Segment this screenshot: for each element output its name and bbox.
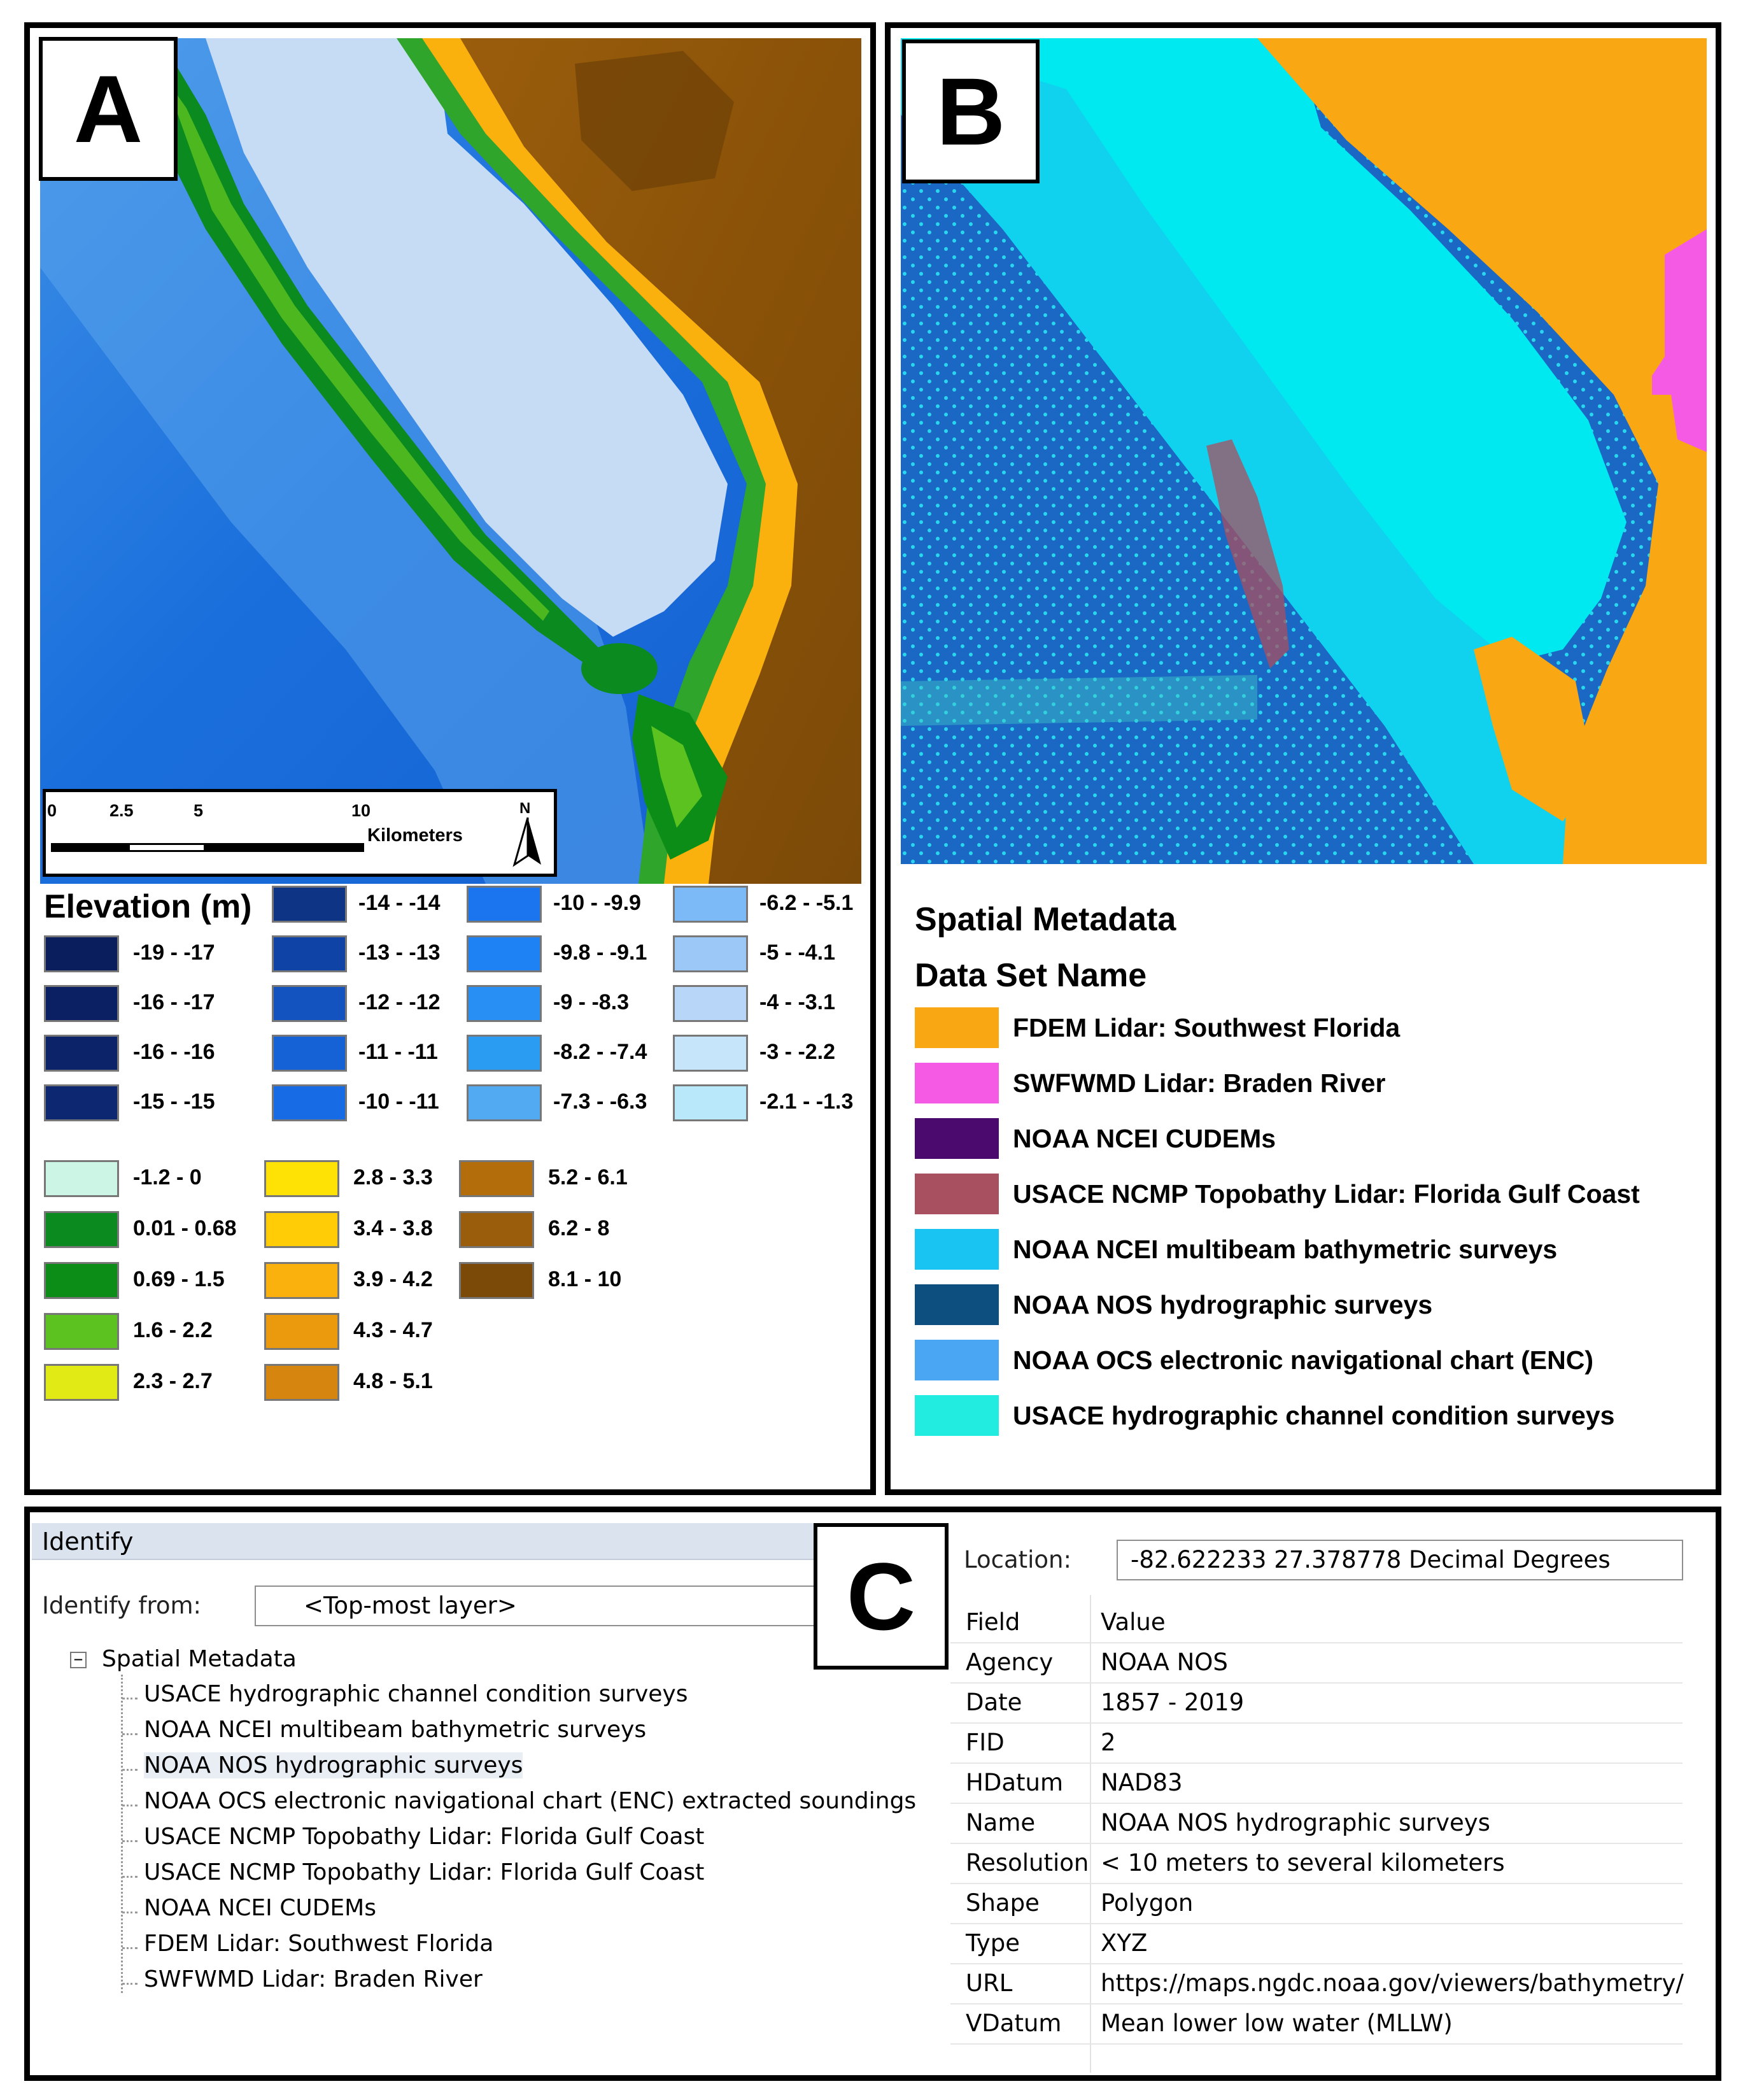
attribute-value: XYZ (1101, 1929, 1148, 1957)
elevation-class-label: 0.01 - 0.68 (133, 1216, 237, 1240)
elevation-class-label: -13 - -13 (358, 940, 441, 965)
tree-branch (122, 1769, 138, 1771)
tree-item[interactable]: USACE NCMP Topobathy Lidar: Florida Gulf Coast (144, 1824, 705, 1850)
elevation-class-label: -19 - -17 (133, 940, 215, 965)
tree-item[interactable]: NOAA NCEI multibeam bathymetric surveys (144, 1717, 647, 1743)
elevation-swatch (272, 985, 347, 1022)
attribute-field: HDatum (966, 1769, 1063, 1796)
elevation-class-label: 4.8 - 5.1 (353, 1369, 433, 1393)
tree-branch (122, 1805, 138, 1806)
attribute-field: Name (966, 1809, 1036, 1836)
dataset-label: FDEM Lidar: Southwest Florida (1013, 1013, 1401, 1042)
north-arrow-icon (511, 800, 545, 866)
identify-window-title: Identify (32, 1523, 815, 1560)
elevation-class-label: 6.2 - 8 (548, 1216, 610, 1240)
attribute-row[interactable] (950, 1764, 1683, 1804)
dataset-swatch (915, 1229, 999, 1270)
elevation-swatch (44, 1035, 119, 1072)
elevation-class-label: -15 - -15 (133, 1089, 215, 1114)
attribute-field: VDatum (966, 2010, 1062, 2037)
identify-from-label: Identify from: (42, 1592, 202, 1619)
scale-tick-10: 10 (351, 801, 371, 820)
elevation-swatch (673, 985, 748, 1022)
north-arrow-glyph (511, 816, 545, 867)
elevation-class-label: -16 - -16 (133, 1040, 215, 1064)
panel-c-tag: C (814, 1523, 949, 1670)
attribute-row[interactable] (950, 1924, 1683, 1964)
elevation-legend-title: Elevation (m) (44, 888, 252, 925)
attribute-row[interactable] (950, 1684, 1683, 1724)
elevation-swatch (673, 935, 748, 972)
elevation-class-label: 8.1 - 10 (548, 1267, 622, 1291)
elevation-swatch (459, 1262, 534, 1299)
elevation-class-label: -5 - -4.1 (759, 940, 836, 965)
elevation-class-label: 3.4 - 3.8 (353, 1216, 433, 1240)
attribute-value: NAD83 (1101, 1769, 1183, 1796)
location-field[interactable]: -82.622233 27.378778 Decimal Degrees (1117, 1540, 1683, 1580)
elevation-swatch (459, 1211, 534, 1248)
panel-a (24, 22, 876, 1495)
tree-item[interactable]: USACE NCMP Topobathy Lidar: Florida Gulf Coast (144, 1859, 705, 1885)
identify-from-select[interactable]: <Top-most layer> (255, 1586, 815, 1626)
elevation-swatch (272, 935, 347, 972)
elevation-swatch (673, 1084, 748, 1121)
tree-item[interactable]: FDEM Lidar: Southwest Florida (144, 1931, 494, 1957)
elevation-swatch (467, 985, 542, 1022)
tree-root-label[interactable]: Spatial Metadata (102, 1646, 297, 1672)
elevation-class-label: -4 - -3.1 (759, 990, 836, 1014)
tree-branch (122, 1912, 138, 1913)
tree-connector (121, 1675, 123, 1993)
elevation-class-label: -3 - -2.2 (759, 1040, 836, 1064)
tree-item[interactable]: SWFWMD Lidar: Braden River (144, 1966, 483, 1992)
panel-a-tag: A (39, 37, 178, 181)
dataset-label: USACE NCMP Topobathy Lidar: Florida Gulf Coast (1013, 1179, 1640, 1209)
elevation-swatch (467, 1035, 542, 1072)
tree-branch (122, 1983, 138, 1985)
dataset-swatch (915, 1284, 999, 1325)
tree-branch (122, 1876, 138, 1878)
elevation-swatch (673, 1035, 748, 1072)
dataset-label: NOAA NOS hydrographic surveys (1013, 1290, 1433, 1319)
elevation-swatch (44, 1262, 119, 1299)
elevation-swatch (264, 1211, 339, 1248)
attribute-row[interactable] (950, 1724, 1683, 1764)
dataset-label: NOAA NCEI CUDEMs (1013, 1124, 1276, 1153)
elevation-swatch (272, 1035, 347, 1072)
scale-units: Kilometers (367, 825, 463, 846)
tree-collapse-icon[interactable]: − (70, 1652, 87, 1668)
dataset-label: NOAA OCS electronic navigational chart (ENC) (1013, 1345, 1594, 1375)
scale-tick-0: 0 (47, 801, 57, 820)
elevation-swatch (264, 1313, 339, 1350)
elevation-class-label: 5.2 - 6.1 (548, 1165, 628, 1189)
field-column-header[interactable]: Field (966, 1608, 1020, 1636)
attribute-value: < 10 meters to several kilometers (1101, 1849, 1505, 1877)
elevation-class-label: -8.2 - -7.4 (553, 1040, 647, 1064)
dataset-swatch (915, 1007, 999, 1048)
elevation-swatch (44, 985, 119, 1022)
elevation-swatch (264, 1364, 339, 1401)
dataset-swatch (915, 1174, 999, 1214)
elevation-class-label: 2.8 - 3.3 (353, 1165, 433, 1189)
scale-segment-1 (51, 843, 130, 852)
scale-tick-5: 5 (194, 801, 204, 820)
attribute-value: NOAA NOS hydrographic surveys (1101, 1809, 1490, 1836)
attribute-value: Mean lower low water (MLLW) (1101, 2010, 1453, 2037)
tree-item[interactable]: USACE hydrographic channel condition surveys (144, 1681, 688, 1707)
attribute-field: FID (966, 1729, 1005, 1756)
attribute-row[interactable] (950, 1844, 1683, 1884)
elevation-swatch (467, 935, 542, 972)
elevation-swatch (44, 1313, 119, 1350)
elevation-swatch (44, 1160, 119, 1197)
elevation-class-label: -10 - -11 (358, 1089, 439, 1114)
attribute-row[interactable] (950, 1884, 1683, 1924)
elevation-class-label: -1.2 - 0 (133, 1165, 202, 1189)
elevation-class-label: -11 - -11 (358, 1040, 438, 1064)
elevation-class-label: -12 - -12 (358, 990, 441, 1014)
elevation-class-label: -7.3 - -6.3 (553, 1089, 647, 1114)
elevation-swatch (467, 886, 542, 923)
scale-tick-2-5: 2.5 (109, 801, 134, 820)
elevation-class-label: -6.2 - -5.1 (759, 891, 854, 915)
location-label: Location: (964, 1546, 1071, 1573)
elevation-swatch (264, 1262, 339, 1299)
attribute-row[interactable] (950, 1964, 1683, 2004)
tree-branch (122, 1840, 138, 1842)
elevation-swatch (272, 1084, 347, 1121)
elevation-swatch (272, 886, 347, 923)
tree-item[interactable]: NOAA NOS hydrographic surveys (144, 1752, 523, 1778)
panel-b-tag: B (902, 39, 1040, 183)
dataset-swatch (915, 1118, 999, 1159)
attribute-field: Agency (966, 1649, 1054, 1676)
metadata-legend-subtitle: Data Set Name (915, 957, 1147, 994)
dataset-swatch (915, 1063, 999, 1103)
elevation-swatch (44, 1364, 119, 1401)
attribute-row[interactable] (950, 1643, 1683, 1684)
attribute-field: Date (966, 1689, 1022, 1716)
attribute-row[interactable] (950, 2004, 1683, 2045)
tree-item[interactable]: NOAA OCS electronic navigational chart (ENC) extracted soundings (144, 1788, 917, 1814)
elevation-swatch (44, 1084, 119, 1121)
scale-segment-3 (204, 843, 364, 852)
elevation-swatch (264, 1160, 339, 1197)
attribute-value: 2 (1101, 1729, 1116, 1756)
north-label: N (519, 800, 531, 817)
dataset-label: SWFWMD Lidar: Braden River (1013, 1068, 1386, 1098)
elevation-swatch (44, 935, 119, 972)
elevation-class-label: -16 - -17 (133, 990, 215, 1014)
attribute-field: Resolution (966, 1849, 1089, 1877)
attribute-row[interactable] (950, 1804, 1683, 1844)
elevation-class-label: -14 - -14 (358, 891, 441, 915)
tree-branch (122, 1698, 138, 1699)
elevation-class-label: -9 - -8.3 (553, 990, 630, 1014)
metadata-legend-title: Spatial Metadata (915, 901, 1176, 938)
tree-branch (122, 1733, 138, 1735)
attribute-value: 1857 - 2019 (1101, 1689, 1245, 1716)
scale-segment-2 (128, 843, 206, 852)
elevation-swatch (459, 1160, 534, 1197)
panel-b (885, 22, 1721, 1495)
elevation-swatch (44, 1211, 119, 1248)
dataset-swatch (915, 1340, 999, 1380)
elevation-class-label: 4.3 - 4.7 (353, 1318, 433, 1342)
attribute-value: https://maps.ngdc.noaa.gov/viewers/bathymetry/ (1101, 1969, 1684, 1997)
attribute-value: NOAA NOS (1101, 1649, 1228, 1676)
tree-branch (122, 1947, 138, 1949)
attribute-header-row (950, 1603, 1683, 1643)
dataset-swatch (915, 1395, 999, 1436)
attribute-field: URL (966, 1969, 1013, 1997)
elevation-class-label: 1.6 - 2.2 (133, 1318, 213, 1342)
elevation-class-label: 0.69 - 1.5 (133, 1267, 225, 1291)
elevation-class-label: 2.3 - 2.7 (133, 1369, 213, 1393)
scale-bar (43, 789, 557, 877)
dataset-label: NOAA NCEI multibeam bathymetric surveys (1013, 1235, 1558, 1264)
elevation-class-label: -2.1 - -1.3 (759, 1089, 854, 1114)
tree-item[interactable]: NOAA NCEI CUDEMs (144, 1895, 376, 1921)
elevation-class-label: -9.8 - -9.1 (553, 940, 647, 965)
attribute-field: Shape (966, 1889, 1040, 1917)
elevation-class-label: 3.9 - 4.2 (353, 1267, 433, 1291)
attribute-field: Type (966, 1929, 1020, 1957)
elevation-class-label: -10 - -9.9 (553, 891, 641, 915)
elevation-swatch (673, 886, 748, 923)
dataset-label: USACE hydrographic channel condition surveys (1013, 1401, 1615, 1430)
elevation-swatch (467, 1084, 542, 1121)
attribute-value: Polygon (1101, 1889, 1194, 1917)
value-column-header[interactable]: Value (1101, 1608, 1166, 1636)
